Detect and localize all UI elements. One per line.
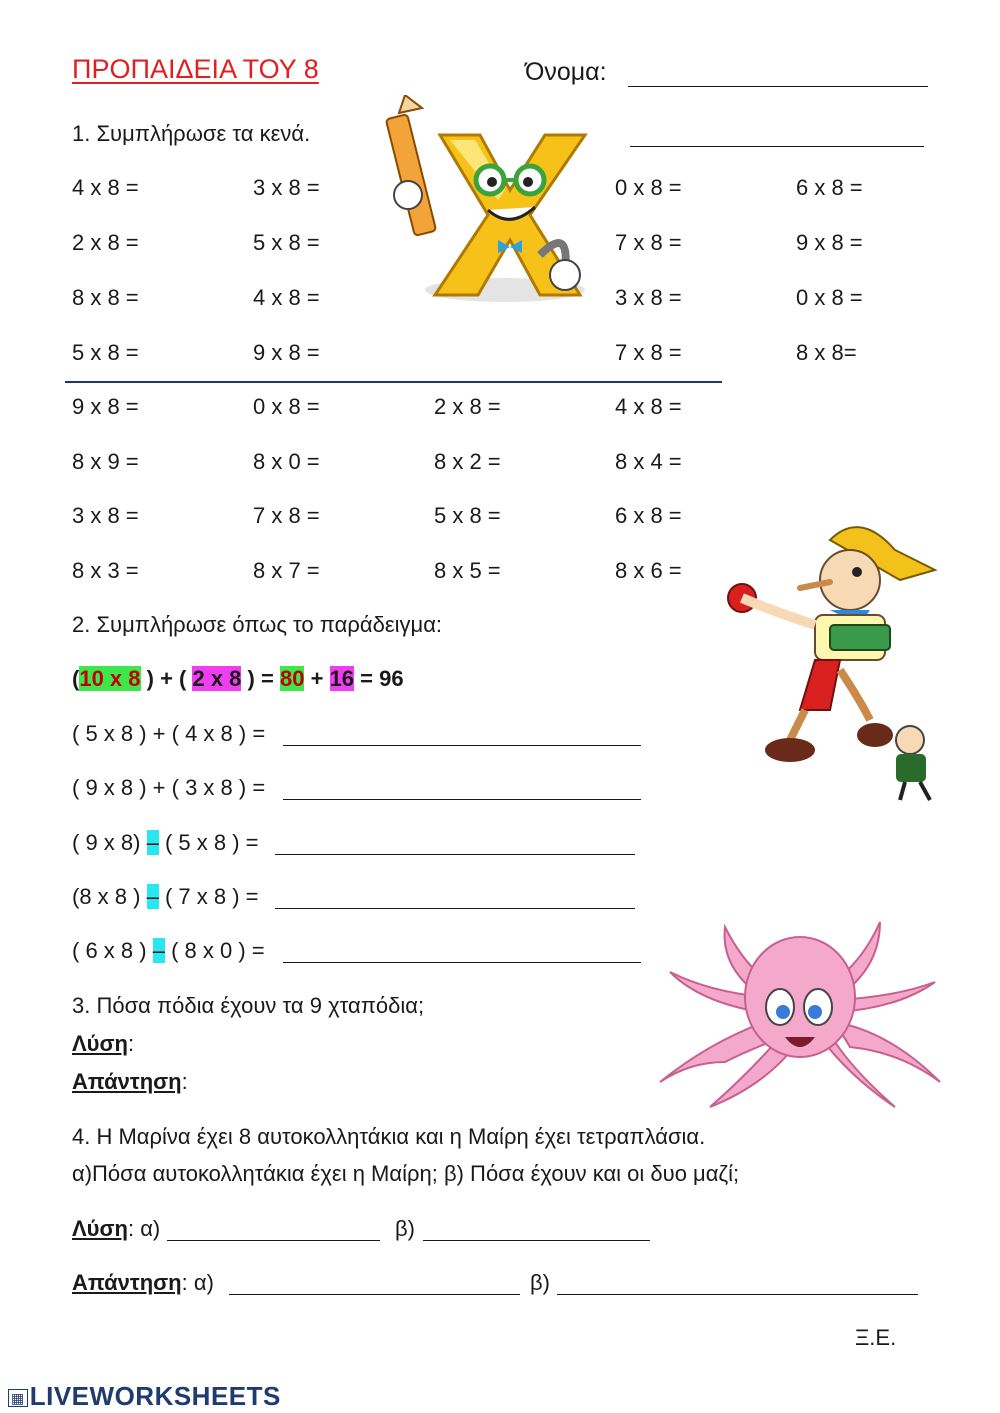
exercise-row-3-answer[interactable] (275, 854, 635, 855)
section4-solution (72, 1216, 160, 1242)
exercise-row-4-minus: – (146, 884, 159, 909)
fact-cell: 7 x 8 = (253, 503, 320, 528)
section-divider (65, 381, 722, 383)
section4-answer-a-answer[interactable] (229, 1294, 520, 1295)
fact-cell: 8 x 4 = (615, 449, 682, 474)
fact-cell: 3 x 8 = (253, 175, 320, 200)
octopus-illustration (650, 912, 950, 1112)
exercise-row-4 (72, 884, 259, 910)
exercise-row-1-answer[interactable] (283, 745, 641, 746)
x-character-illustration (380, 95, 600, 310)
exercise-row-5-minus: – (152, 938, 165, 963)
logo-text: LIVEWORKSHEETS (29, 1381, 281, 1411)
fact-cell: 8 x 8= (796, 340, 857, 365)
fact-cell: 5 x 8 = (72, 340, 139, 365)
fact-cell: 6 x 8 = (796, 175, 863, 200)
section3-solution-label: Λύση (72, 1031, 128, 1056)
fact-cell: 9 x 8 = (253, 340, 320, 365)
exercise-row-5 (72, 938, 265, 964)
section4-answer (72, 1270, 214, 1296)
example-close-open: ) + ( (146, 666, 187, 691)
fact-cell: 7 x 8 = (615, 340, 682, 365)
section4-answer-b: β) (530, 1270, 550, 1295)
fact-cell: 8 x 9 = (72, 449, 139, 474)
fact-cell: 0 x 8 = (615, 175, 682, 200)
example-open-paren: ( (72, 666, 80, 691)
exercise-row-5-left: ( 6 x 8 ) (72, 938, 147, 963)
section4-line2: α)Πόσα αυτοκολλητάκια έχει η Μαίρη; β) Πόσα έχουν και οι δυο μαζί; (72, 1161, 740, 1186)
fact-cell: 2 x 8 = (434, 394, 501, 419)
section4-answer-label: Απάντηση (72, 1270, 182, 1295)
fact-cell: 8 x 7 = (253, 558, 320, 583)
example-term-a: 10 x 8 (79, 666, 141, 691)
fact-cell: 8 x 3 = (72, 558, 139, 583)
fact-cell: 2 x 8 = (72, 230, 139, 255)
section4-line1: 4. Η Μαρίνα έχει 8 αυτοκολλητάκια και η Μαίρη έχει τετραπλάσια. (72, 1124, 706, 1149)
exercise-row-2 (72, 775, 265, 801)
exercise-row-3 (72, 830, 259, 856)
section4-answer-b-answer[interactable] (557, 1294, 918, 1295)
example-term-b: 2 x 8 (192, 666, 242, 691)
exercise-row-4-answer[interactable] (275, 908, 635, 909)
example-equals: ) = (247, 666, 274, 691)
exercise-row-1-text: ( 5 x 8 ) + ( 4 x 8 ) = (72, 721, 266, 746)
exercise-row-1 (72, 721, 265, 747)
fact-cell: 0 x 8 = (253, 394, 320, 419)
name-label: Όνομα: (525, 58, 607, 86)
fact-cell: 8 x 0 = (253, 449, 320, 474)
section3-solution (72, 1031, 134, 1057)
exercise-row-3-minus: – (146, 830, 159, 855)
author-initials: Ξ.Ε. (855, 1325, 897, 1350)
section4-solution-a: : α) (127, 1216, 161, 1241)
example-plus: + (310, 666, 324, 691)
fact-cell: 8 x 6 = (615, 558, 682, 583)
section3-answer-colon: : (181, 1069, 188, 1094)
fact-cell: 5 x 8 = (434, 503, 501, 528)
exercise-row-3-right: ( 5 x 8 ) = (164, 830, 259, 855)
section4-solution-b-answer[interactable] (423, 1240, 650, 1241)
exercise-row-2-answer[interactable] (283, 799, 641, 800)
logo-icon: ▦ (8, 1389, 28, 1407)
section3-answer-label: Απάντηση (72, 1069, 182, 1094)
exercise-row-4-right: ( 7 x 8 ) = (164, 884, 259, 909)
exercise-row-5-right: ( 8 x 0 ) = (171, 938, 265, 963)
section4-solution-a-answer[interactable] (167, 1240, 380, 1241)
fact-cell: 4 x 8 = (615, 394, 682, 419)
exercise-row-2-text: ( 9 x 8 ) + ( 3 x 8 ) = (72, 775, 266, 800)
fact-cell: 4 x 8 = (72, 175, 139, 200)
exercise-row-3-left: ( 9 x 8) (72, 830, 141, 855)
fact-cell: 8 x 2 = (434, 449, 501, 474)
section4-answer-a: : α) (181, 1270, 214, 1295)
fact-cell: 4 x 8 = (253, 285, 320, 310)
section4-solution-b: β) (395, 1216, 415, 1241)
section3-answer (72, 1069, 188, 1095)
exercise-row-4-left: (8 x 8 ) (72, 884, 141, 909)
example-equation (72, 666, 404, 692)
section1-heading: 1. Συμπλήρωσε τα κενά. (72, 121, 311, 146)
example-final-result: = 96 (360, 666, 404, 691)
fact-cell: 3 x 8 = (615, 285, 682, 310)
fact-cell: 3 x 8 = (72, 503, 139, 528)
fact-cell: 9 x 8 = (72, 394, 139, 419)
fact-cell: 7 x 8 = (615, 230, 682, 255)
fact-cell: 5 x 8 = (253, 230, 320, 255)
exercise-row-5-answer[interactable] (283, 962, 641, 963)
fact-cell: 8 x 8 = (72, 285, 139, 310)
pinocchio-illustration (720, 510, 955, 810)
fact-cell: 8 x 5 = (434, 558, 501, 583)
example-result-a: 80 (279, 666, 305, 691)
fact-cell: 9 x 8 = (796, 230, 863, 255)
name-input[interactable] (628, 86, 928, 87)
section4-solution-label: Λύση (72, 1216, 128, 1241)
name-input-line2[interactable] (630, 146, 924, 147)
page-title: ΠΡΟΠΑΙΔΕΙΑ ΤΟΥ 8 (72, 54, 319, 84)
example-result-b: 16 (329, 666, 355, 691)
section2-heading: 2. Συμπλήρωσε όπως το παράδειγμα: (72, 612, 443, 637)
liveworksheets-logo (8, 1381, 281, 1412)
section3-question: 3. Πόσα πόδια έχουν τα 9 χταπόδια; (72, 993, 425, 1018)
fact-cell: 0 x 8 = (796, 285, 863, 310)
section3-solution-colon: : (127, 1031, 135, 1056)
fact-cell: 6 x 8 = (615, 503, 682, 528)
